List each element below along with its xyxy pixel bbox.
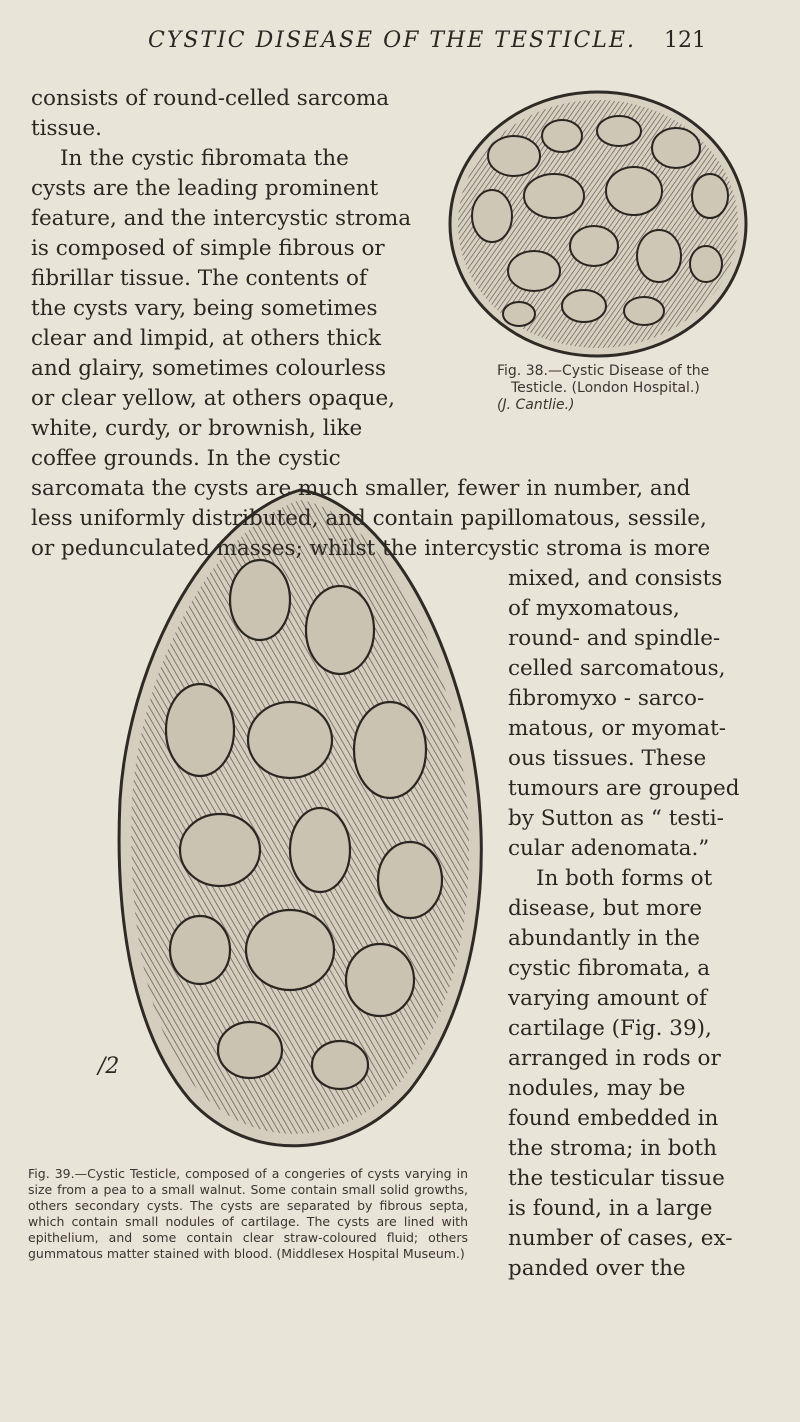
caption-line: Testicle. (London Hospital.) (511, 380, 700, 396)
text-line: disease, but more (508, 896, 703, 921)
text-line: and glairy, sometimes colourless (31, 356, 387, 381)
figure-39-caption: Fig. 39.—Cystic Testicle, composed of a congeries of cysts varying in size from a pea to a small walnut. Some contain small solid growths, others secondary cysts. The cysts are separated by fibrous septa, which contain small nodules of cartilage. The cysts are lined with epithelium, and some contain clear straw-coloured fluid; others gummatous matter stained with blood. (Middlesex Hospital Museum.) (28, 1166, 468, 1261)
text-line: In the cystic fibromata the (60, 146, 349, 171)
text-line: clear and limpid, at others thick (31, 326, 382, 351)
figure-38-illustration (444, 86, 754, 366)
text-line: found embedded in (508, 1106, 719, 1131)
page-number: 121 (664, 28, 706, 53)
text-line: consists of round-celled sarcoma (31, 86, 390, 111)
text-line: cysts are the leading prominent (31, 176, 379, 201)
text-line: of myxomatous, (508, 596, 680, 621)
text-line: round- and spindle- (508, 626, 721, 651)
text-line: abundantly in the (508, 926, 700, 951)
text-line: nodules, may be (508, 1076, 686, 1101)
text-line: mixed, and consists (508, 566, 723, 591)
figure-39-scale-mark: /2 (98, 1054, 120, 1079)
text-line: fibrillar tissue. The contents of (31, 266, 367, 291)
text-line: arranged in rods or (508, 1046, 721, 1071)
figure-39-illustration (110, 480, 500, 1170)
text-line: tissue. (31, 116, 102, 141)
text-line: cystic fibromata, a (508, 956, 711, 981)
text-line: In both forms ot (536, 866, 713, 891)
text-line: or clear yellow, at others opaque, (31, 386, 395, 411)
text-line: panded over the (508, 1256, 686, 1281)
caption-line: Fig. 38.—Cystic Disease of the (497, 363, 710, 379)
text-line: is found, in a large (508, 1196, 713, 1221)
text-line: the testicular tissue (508, 1166, 725, 1191)
caption-line: (J. Cantlie.) (497, 397, 575, 413)
text-line: celled sarcomatous, (508, 656, 726, 681)
text-line: fibromyxo - sarco- (508, 686, 705, 711)
figure-38-caption (497, 363, 709, 414)
text-line: number of cases, ex- (508, 1226, 733, 1251)
text-line: feature, and the intercystic stroma (31, 206, 412, 231)
text-line: or pedunculated masses; whilst the intercystic stroma is more (31, 536, 711, 561)
text-line: cular adenomata.” (508, 836, 710, 861)
text-line: matous, or myomat- (508, 716, 726, 741)
running-header (0, 28, 800, 68)
text-line: the stroma; in both (508, 1136, 717, 1161)
running-title: CYSTIC DISEASE OF THE TESTICLE. (148, 28, 636, 53)
text-line: cartilage (Fig. 39), (508, 1016, 712, 1041)
text-line: less uniformly distributed, and contain papillomatous, sessile, (31, 506, 707, 531)
text-line: ous tissues. These (508, 746, 707, 771)
text-line: tumours are grouped (508, 776, 740, 801)
text-line: coffee grounds. In the cystic (31, 446, 341, 471)
text-line: the cysts vary, being sometimes (31, 296, 378, 321)
text-line: is composed of simple fibrous or (31, 236, 385, 261)
text-line: varying amount of (508, 986, 707, 1011)
text-line: white, curdy, or brownish, like (31, 416, 363, 441)
text-line: by Sutton as “ testi- (508, 806, 724, 831)
text-line: sarcomata the cysts are much smaller, fewer in number, and (31, 476, 691, 501)
